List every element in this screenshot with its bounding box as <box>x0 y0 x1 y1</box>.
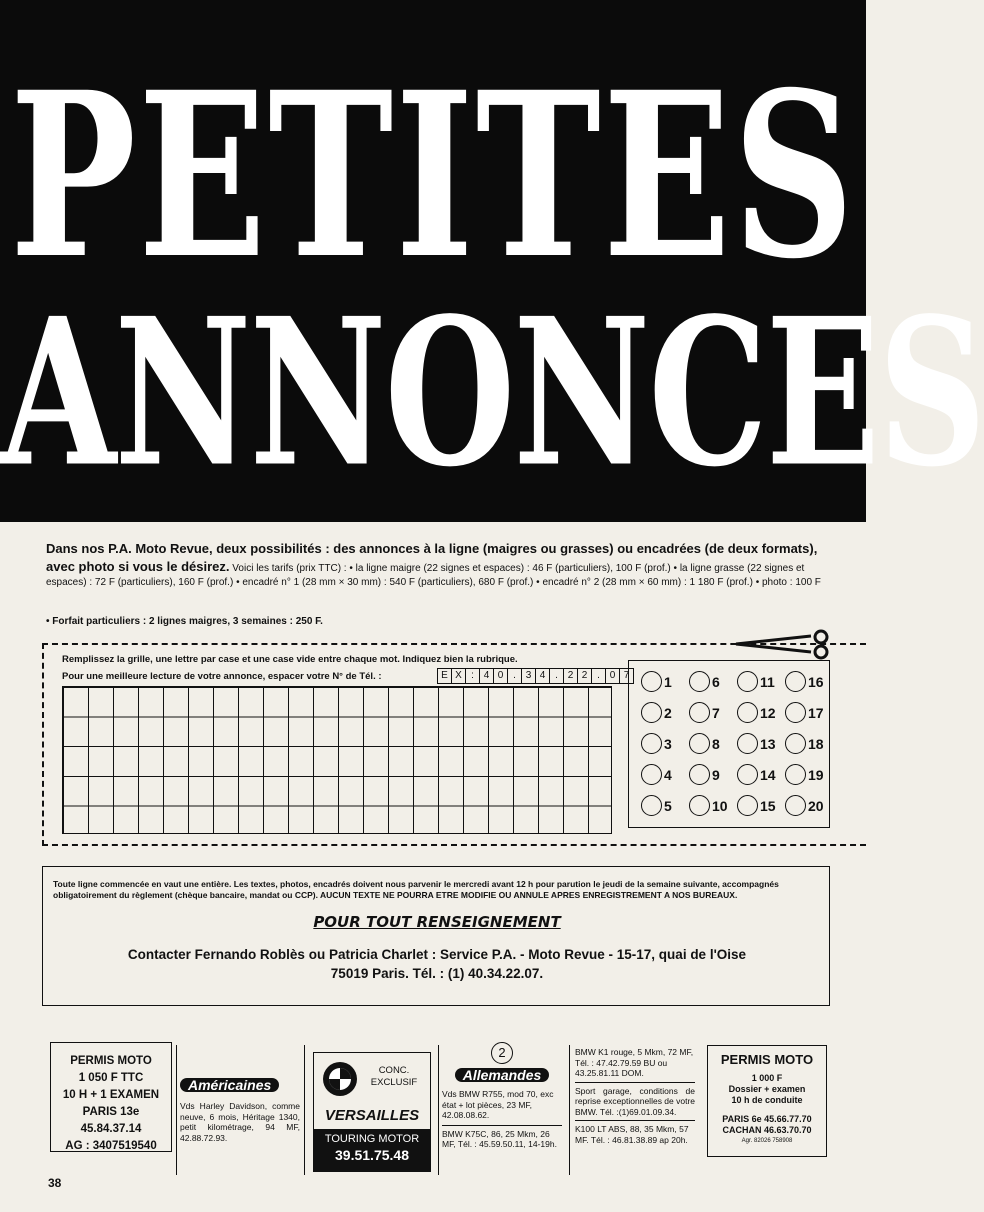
form-instruction: Remplissez la grille, une lettre par case et une case vide entre chaque mot. Indiquez bien la rubrique. <box>62 654 518 665</box>
rubrique-option[interactable] <box>785 671 824 692</box>
rubrique-option[interactable] <box>785 733 824 754</box>
ad-line: 1 050 F TTC <box>78 1072 144 1084</box>
radio-circle-icon <box>689 764 710 785</box>
ad-column-bmw <box>575 1047 695 1145</box>
contact-info <box>43 945 831 983</box>
rubrique-option[interactable] <box>737 733 776 754</box>
ad-touring-motor <box>313 1052 431 1172</box>
ad-permis-moto-6 <box>707 1045 827 1157</box>
rubrique-option[interactable] <box>641 764 672 785</box>
radio-circle-icon <box>689 733 710 754</box>
radio-circle-icon <box>641 702 662 723</box>
bmw-logo-icon <box>322 1061 358 1097</box>
rubrique-option[interactable] <box>737 702 776 723</box>
intro-lead: Dans nos P.A. Moto Revue, deux possibilités : des annonces à la ligne (maigres ou grasses) ou encadrées (de deux formats), avec photo si vous le désirez. <box>46 541 818 574</box>
ad-allemandes <box>442 1042 562 1150</box>
radio-circle-icon <box>641 795 662 816</box>
rubrique-number: 19 <box>808 766 824 783</box>
rubrique-number: 14 <box>760 766 776 783</box>
banner-title-line1: PETITES <box>9 41 857 310</box>
section-number: 2 <box>491 1042 513 1064</box>
rules-text: Toute ligne commencée en vaut une entière. Les textes, photos, encadrés doivent nous parvenir le mercredi avant 12 h pour parution le jeudi de la semaine suivante, accompagnés obligatoirement du règlement (chèque bancaire, mandat ou CCP). AUCUN TEXTE NE POURRA ETRE MODIFIE OU ANNULE APRES ENREGISTREMENT A NOS BUREAUX. <box>53 879 779 900</box>
ad-k100lt: K100 LT ABS, 88, 35 Mkm, 57 MF. Tél. : 46.81.38.89 ap 20h. <box>575 1120 695 1145</box>
ad-bmw-k75c: BMW K75C, 86, 25 Mkm, 26 MF, Tél. : 45.59.50.11, 14-19h. <box>442 1125 562 1150</box>
ad-title: PERMIS MOTO <box>720 1052 814 1067</box>
letter-grid[interactable] <box>62 686 612 834</box>
ad-bmw-k1: BMW K1 rouge, 5 Mkm, 72 MF, Tél. : 47.42.79.59 BU ou 43.25.81.11 DOM. <box>575 1047 694 1078</box>
rubrique-number: 16 <box>808 673 824 690</box>
rubrique-option[interactable] <box>689 795 728 816</box>
rubrique-number: 15 <box>760 797 776 814</box>
rubrique-option[interactable] <box>737 795 776 816</box>
radio-circle-icon <box>785 702 806 723</box>
phone-example-cell: 7 <box>619 668 634 684</box>
radio-circle-icon <box>785 764 806 785</box>
city-versailles: VERSAILLES <box>324 1107 420 1124</box>
ad-harley: Vds Harley Davidson, comme neuve, 6 mois, Héritage 1340, petit kilométrage, 94 MF, 42.88.72.93. <box>180 1101 300 1143</box>
phone-example-cell: . <box>507 668 522 684</box>
rubrique-number: 7 <box>712 704 720 721</box>
touring-motor-phone: 39.51.75.48 <box>335 1147 409 1163</box>
phone-example-cell: . <box>591 668 606 684</box>
rubrique-option[interactable] <box>641 702 672 723</box>
phone-example-cells <box>438 668 634 684</box>
column-divider <box>569 1045 570 1175</box>
rubrique-number: 12 <box>760 704 776 721</box>
rubrique-selector <box>628 660 830 828</box>
ad-line: AG : 3407519540 <box>65 1140 157 1152</box>
rubrique-option[interactable] <box>689 764 720 785</box>
conc-exclusif: CONC. EXCLUSIF <box>370 1065 418 1088</box>
rubrique-number: 10 <box>712 797 728 814</box>
forfait-note: • Forfait particuliers : 2 lignes maigres, 3 semaines : 250 F. <box>46 616 323 627</box>
radio-circle-icon <box>737 795 758 816</box>
contact-line1: Contacter Fernando Roblès ou Patricia Charlet : Service P.A. - Moto Revue - 15-17, quai de l'Oise <box>127 947 747 962</box>
phone-note: Pour une meilleure lecture de votre annonce, espacer votre N° de Tél. : <box>62 671 382 682</box>
ad-permis-moto-13 <box>50 1042 172 1152</box>
rubrique-number: 5 <box>664 797 672 814</box>
rules-box <box>42 866 830 1006</box>
radio-circle-icon <box>689 795 710 816</box>
phone-example-cell: 0 <box>605 668 620 684</box>
column-divider <box>438 1045 439 1175</box>
phone-example-cell: 2 <box>577 668 592 684</box>
radio-circle-icon <box>689 671 710 692</box>
ad-line: PERMIS MOTO <box>70 1055 152 1067</box>
radio-circle-icon <box>785 733 806 754</box>
ad-line: 10 H + 1 EXAMEN <box>62 1089 160 1101</box>
ad-sport-garage: Sport garage, conditions de reprise exceptionnelles de votre BMW. Tél. :(1)69.01.09.34. <box>575 1082 695 1118</box>
rubrique-number: 13 <box>760 735 776 752</box>
ad-americaines <box>180 1078 300 1143</box>
rubrique-number: 1 <box>664 673 672 690</box>
intro-paragraph <box>46 540 836 590</box>
rubrique-option[interactable] <box>641 795 672 816</box>
rubrique-number: 8 <box>712 735 720 752</box>
ad-line: 45.84.37.14 <box>80 1123 142 1135</box>
banner-title-line2: ANNONCES <box>0 274 984 513</box>
phone-example-cell: 4 <box>479 668 494 684</box>
rubrique-option[interactable] <box>689 702 720 723</box>
rubrique-option[interactable] <box>641 733 672 754</box>
rubrique-number: 9 <box>712 766 720 783</box>
phone-example-cell: 0 <box>493 668 508 684</box>
ad-line: Agr. 82026 758908 <box>741 1138 793 1144</box>
rubrique-number: 2 <box>664 704 672 721</box>
ad-line: PARIS 6e 45.66.77.70 <box>722 1114 812 1124</box>
radio-circle-icon <box>737 702 758 723</box>
section-americaines: Américaines <box>180 1078 279 1092</box>
rubrique-option[interactable] <box>737 671 775 692</box>
rubrique-number: 11 <box>760 673 775 690</box>
phone-example-cell: : <box>465 668 480 684</box>
radio-circle-icon <box>641 764 662 785</box>
intro-tarifs: Voici les tarifs (prix TTC) : • la ligne maigre (22 signes et espaces) : 46 F (particuliers), 100 F (prof.) • la ligne grasse (22 signes et espaces) : 72 F (particuliers), 160 F (prof.) • encadré n° 1 (28 mm × 30 mm) : 540 F (particuliers), 680 F (prof.) • encadré n° 2 (28 mm × 60 mm) : 1 180 F (prof.) • photo : 100 F <box>46 563 821 588</box>
ad-line: Dossier + examen <box>728 1084 806 1094</box>
section-allemandes: Allemandes <box>455 1068 550 1082</box>
rubrique-number: 18 <box>808 735 824 752</box>
contact-line2: 75019 Paris. Tél. : (1) 40.34.22.07. <box>330 966 544 981</box>
ad-line: PARIS 13e <box>82 1106 140 1118</box>
column-divider <box>176 1045 177 1175</box>
rubrique-number: 6 <box>712 673 720 690</box>
radio-circle-icon <box>689 702 710 723</box>
page-number: 38 <box>48 1176 62 1190</box>
radio-circle-icon <box>641 733 662 754</box>
rubrique-option[interactable] <box>689 733 720 754</box>
ad-bmw-r755: Vds BMW R755, mod 70, exc état + lot pièces, 23 MF, 42.08.08.62. <box>442 1089 554 1120</box>
column-divider <box>304 1045 305 1175</box>
rubrique-option[interactable] <box>785 764 824 785</box>
title-banner <box>0 0 984 522</box>
phone-example-cell: 2 <box>563 668 578 684</box>
radio-circle-icon <box>785 795 806 816</box>
ad-line: 1 000 F <box>751 1073 783 1083</box>
rubrique-option[interactable] <box>785 795 824 816</box>
radio-circle-icon <box>737 764 758 785</box>
rubrique-option[interactable] <box>785 702 824 723</box>
ad-line: CACHAN 46.63.70.70 <box>722 1125 812 1135</box>
phone-example-cell: 3 <box>521 668 536 684</box>
touring-motor-name: TOURING MOTOR <box>324 1133 420 1145</box>
rubrique-option[interactable] <box>689 671 720 692</box>
radio-circle-icon <box>785 671 806 692</box>
phone-example-cell: 4 <box>535 668 550 684</box>
radio-circle-icon <box>641 671 662 692</box>
touring-motor-block <box>314 1129 430 1171</box>
radio-circle-icon <box>737 733 758 754</box>
rubrique-number: 3 <box>664 735 672 752</box>
radio-circle-icon <box>737 671 758 692</box>
phone-example-cell: E <box>437 668 452 684</box>
rubrique-number: 4 <box>664 766 672 783</box>
rubrique-number: 20 <box>808 797 824 814</box>
scissors-icon <box>736 630 836 660</box>
phone-example-cell: X <box>451 668 466 684</box>
rubrique-option[interactable] <box>737 764 776 785</box>
ad-line: 10 h de conduite <box>731 1095 803 1105</box>
rubrique-number: 17 <box>808 704 824 721</box>
rubrique-option[interactable] <box>641 671 672 692</box>
phone-example-cell: . <box>549 668 564 684</box>
handwritten-heading: POUR TOUT RENSEIGNEMENT <box>313 913 561 931</box>
